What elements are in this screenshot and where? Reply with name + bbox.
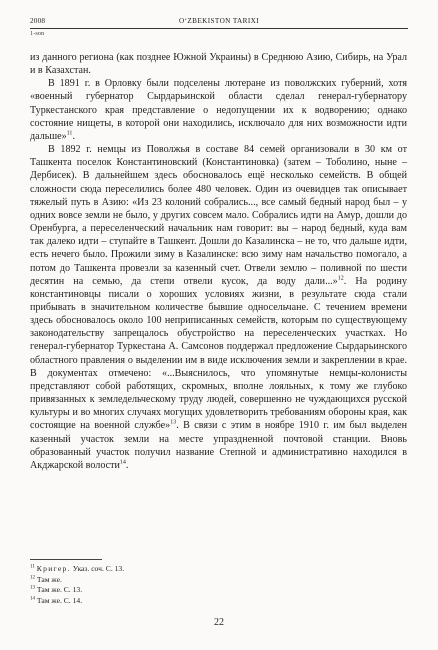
paragraph-1: из данного региона (как позднее Южной Украины) в Среднюю Азию, Сибирь, на Урал и в Казахстан. [30,52,407,77]
footnote-ref-12[interactable]: 12 [337,275,344,282]
paragraph-2: В 1891 г. в Орловку были подселены лютеране из поволжских губерний, хотя «военный губернатор Сырдарьинской области сделал генерал-губернатору Туркестанского края представление о недопущении их к водворению; однако состояние нищеты, в которой они находились, исключало для них возможности идти дальше»$^{11}$. [30,78,407,142]
footnote-ref-13[interactable]: 13 [170,420,177,427]
body-text [30,51,407,472]
page-number: 22 [214,617,224,628]
footnote-ref-11[interactable]: 11 [66,130,73,137]
footnotes [30,564,407,606]
footnote-ref-14[interactable]: 14 [119,459,126,466]
footnote-item: $^{12}$ Там же. [30,574,62,584]
paragraph-3: В 1892 г. немцы из Поволжья в составе 84 семей организовали в 30 км от Ташкента поселок Константиновский (Константиновка) (затем – Тоболино, ныне – Дербисек). В дальнейшем здесь обосновалось ещё несколько семейств. В общей сложности сюда переселились более 480 человек. Один из очевидцев так описывает тяжелый путь в Азию: «Из 23 колоний собрались..., все самый бедный народ был – у одних вовсе земли не было, у других совсем мало. Собрались идти на Амур, дошли до Оренбурга, а переселенческий начальник нам говорит: вы – народ бедный, куда вам так далеко идти – ступайте в Ташкент. Дошли до Казалинска – не то, что дальше идти, есть нечего было. Прожили зиму в Казалинске: всю зиму нам начальство помогало, а потом до Ташкента провезли за казенный счет. Отвели землю – поливной по шести десятин на семью, да степи отвели кусок, да воду дали...»$^{12}$. На родину константиновцы писали о хороших условиях жизни, в результате сюда стали прибывать в значительном количестве бывшие односельчане. С течением времени здесь обосновалось около 100 неприписанных семейств, которым по существующему законодательству запрещалось обустройство на переселенческих участках. Но генерал-губернатор Туркестана А. Самсонов поддержал предложение Сырдарьинского областного правления о выделении им в виде исключения земли и закреплении в крае. В документах отмечено: «...Выяснилось, что упомянутые немцы-колонисты представляют собой работящих, скромных, вполне лояльных, к тому же глубоко привязанных к земледельческому труду людей, совершенно не чуждающихся русской культуры и во многих случаях могущих удовлетворить требованиям обороны края, как состоящие на военной службе»$^{13}$. В связи с этим в ноябре 1910 г. им был выделен казенный участок земли на месте упраздненной почтовой станции. Вновь образованный участок получил название Степной и административно находился в Акджарской волости$^{14}$. [30,144,407,471]
footnote-rule [30,559,102,560]
footnote-item: $^{14}$ Там же. С. 14. [30,595,83,605]
footnote-item: $^{11}$ Кригер. Указ. соч. С. 13. [30,564,125,573]
footnote-item: $^{13}$ Там же. С. 13. [30,585,83,594]
header-journal-title: O‘ZBEKISTON TARIXI [178,17,260,25]
header-year: 2008 [30,17,46,25]
header-issue: 1-son [30,30,45,37]
header-rule [30,28,408,29]
